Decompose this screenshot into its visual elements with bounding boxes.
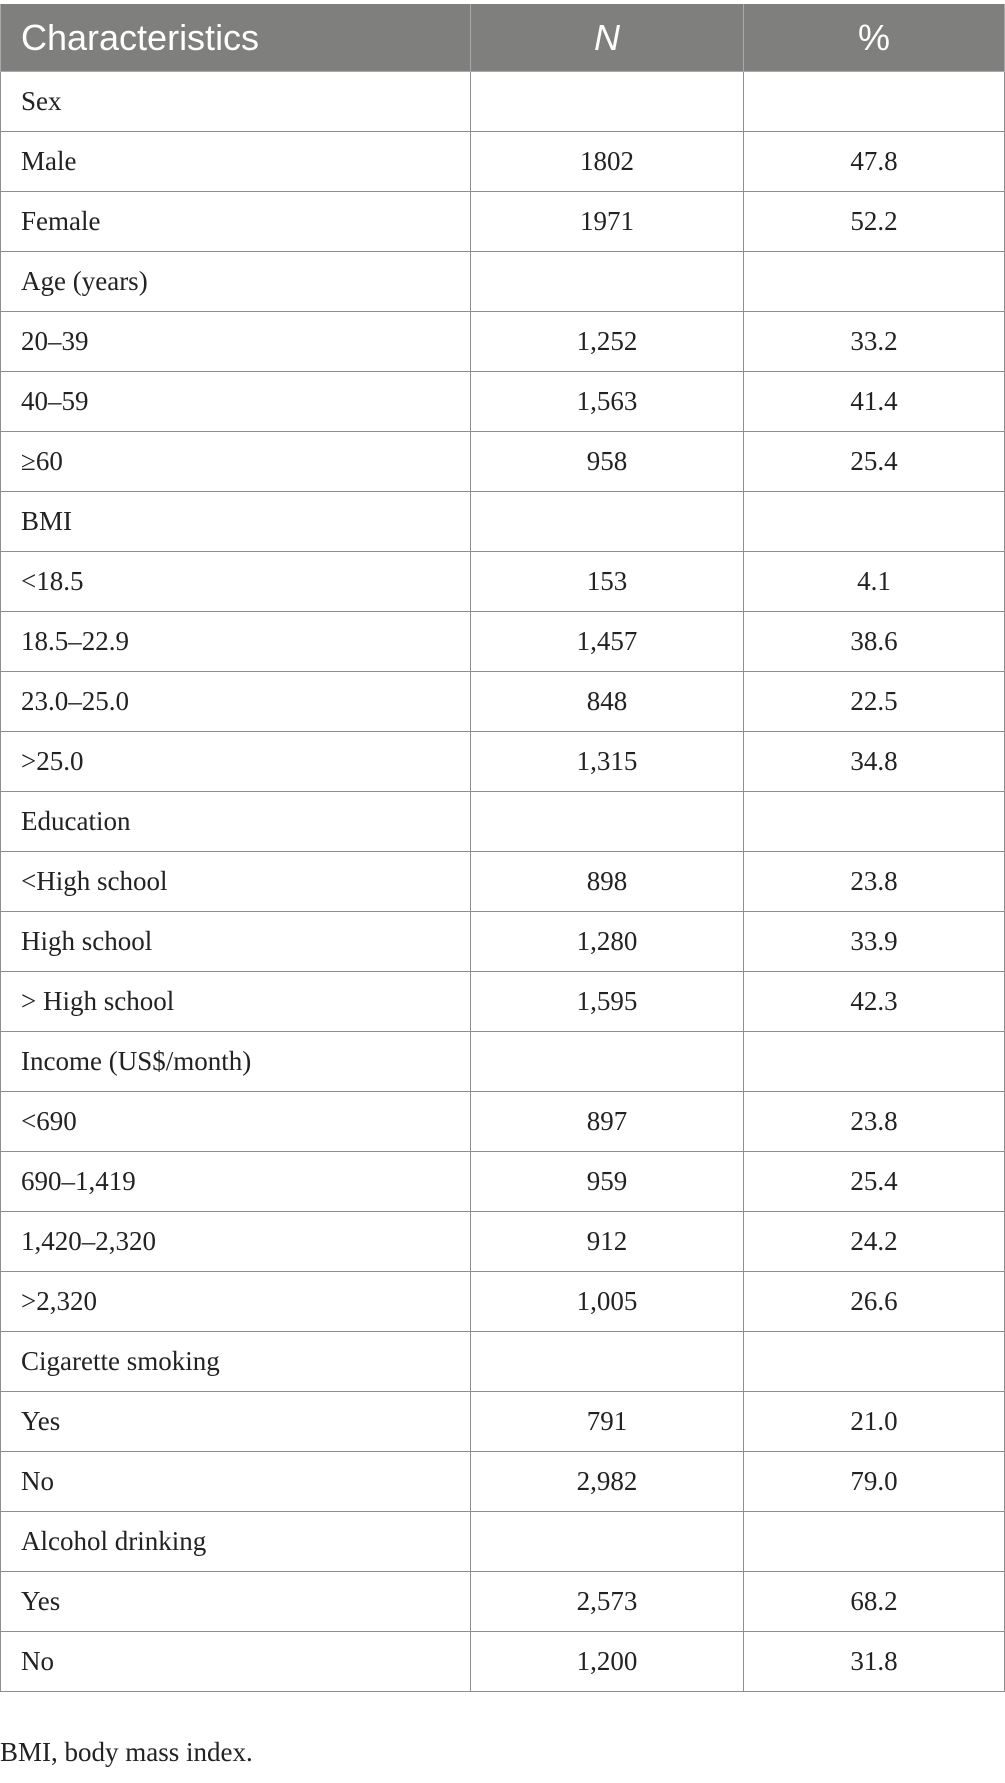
row-label-cell: 690–1,419 [1, 1152, 471, 1212]
row-label-cell: Yes [1, 1572, 471, 1632]
table-row [1, 132, 1005, 192]
table-row [1, 72, 1005, 132]
row-percent-cell: 23.8 [744, 852, 1005, 912]
row-label-cell: 18.5–22.9 [1, 612, 471, 672]
row-percent-cell [744, 1332, 1005, 1392]
row-label-cell: Sex [1, 72, 471, 132]
table-row [1, 312, 1005, 372]
row-label-cell: <High school [1, 852, 471, 912]
row-n-cell [471, 492, 744, 552]
row-percent-cell: 24.2 [744, 1212, 1005, 1272]
row-n-cell: 2,573 [471, 1572, 744, 1632]
row-percent-cell [744, 792, 1005, 852]
table-row [1, 1332, 1005, 1392]
table-row [1, 1512, 1005, 1572]
table-row [1, 972, 1005, 1032]
table-row [1, 1452, 1005, 1512]
table-row [1, 792, 1005, 852]
row-label-cell: Yes [1, 1392, 471, 1452]
table-row [1, 1152, 1005, 1212]
row-n-cell: 898 [471, 852, 744, 912]
row-label-cell: 40–59 [1, 372, 471, 432]
table-row [1, 912, 1005, 972]
table-row [1, 1032, 1005, 1092]
row-label-cell: High school [1, 912, 471, 972]
row-n-cell [471, 1512, 744, 1572]
row-percent-cell [744, 252, 1005, 312]
table-row [1, 612, 1005, 672]
row-n-cell: 958 [471, 432, 744, 492]
row-percent-cell: 25.4 [744, 1152, 1005, 1212]
row-label-cell: ≥60 [1, 432, 471, 492]
row-n-cell: 1,457 [471, 612, 744, 672]
row-label-cell: Education [1, 792, 471, 852]
row-n-cell: 1971 [471, 192, 744, 252]
row-n-cell: 153 [471, 552, 744, 612]
row-percent-cell: 38.6 [744, 612, 1005, 672]
row-label-cell: >25.0 [1, 732, 471, 792]
header-row [1, 4, 1005, 72]
row-label-cell: 23.0–25.0 [1, 672, 471, 732]
row-n-cell: 1802 [471, 132, 744, 192]
row-n-cell: 848 [471, 672, 744, 732]
table-row [1, 1572, 1005, 1632]
row-label-cell: <690 [1, 1092, 471, 1152]
row-n-cell [471, 72, 744, 132]
row-percent-cell: 42.3 [744, 972, 1005, 1032]
row-label-cell: 20–39 [1, 312, 471, 372]
row-percent-cell: 34.8 [744, 732, 1005, 792]
table-row [1, 852, 1005, 912]
table-row [1, 1632, 1005, 1692]
table-row [1, 1272, 1005, 1332]
table-row [1, 732, 1005, 792]
row-n-cell: 1,005 [471, 1272, 744, 1332]
row-n-cell: 1,252 [471, 312, 744, 372]
row-percent-cell: 33.2 [744, 312, 1005, 372]
row-percent-cell: 26.6 [744, 1272, 1005, 1332]
row-percent-cell: 41.4 [744, 372, 1005, 432]
table-row [1, 1212, 1005, 1272]
row-percent-cell: 68.2 [744, 1572, 1005, 1632]
row-percent-cell: 31.8 [744, 1632, 1005, 1692]
row-n-cell [471, 792, 744, 852]
row-n-cell [471, 1032, 744, 1092]
row-label-cell: >2,320 [1, 1272, 471, 1332]
row-percent-cell: 23.8 [744, 1092, 1005, 1152]
header-n: N [471, 4, 744, 72]
row-label-cell: 1,420–2,320 [1, 1212, 471, 1272]
row-n-cell [471, 1332, 744, 1392]
row-percent-cell [744, 1032, 1005, 1092]
row-percent-cell: 33.9 [744, 912, 1005, 972]
table-row [1, 252, 1005, 312]
row-label-cell: Cigarette smoking [1, 1332, 471, 1392]
table-row [1, 432, 1005, 492]
table-footnote: BMI, body mass index. [0, 1737, 253, 1767]
row-n-cell: 2,982 [471, 1452, 744, 1512]
table-header [1, 4, 1005, 72]
row-n-cell: 1,315 [471, 732, 744, 792]
header-percent: % [744, 4, 1005, 72]
row-n-cell: 791 [471, 1392, 744, 1452]
row-percent-cell: 4.1 [744, 552, 1005, 612]
row-label-cell: Income (US$/month) [1, 1032, 471, 1092]
row-n-cell: 1,595 [471, 972, 744, 1032]
row-percent-cell: 47.8 [744, 132, 1005, 192]
row-label-cell: Female [1, 192, 471, 252]
table-row [1, 492, 1005, 552]
row-label-cell: Alcohol drinking [1, 1512, 471, 1572]
row-percent-cell [744, 492, 1005, 552]
row-percent-cell: 22.5 [744, 672, 1005, 732]
table-row [1, 552, 1005, 612]
row-n-cell: 1,200 [471, 1632, 744, 1692]
table-body [1, 72, 1005, 1692]
characteristics-table [0, 4, 1005, 1692]
row-n-cell: 1,280 [471, 912, 744, 972]
row-n-cell: 1,563 [471, 372, 744, 432]
table-row [1, 1392, 1005, 1452]
table-row [1, 672, 1005, 732]
row-label-cell: > High school [1, 972, 471, 1032]
table-row [1, 192, 1005, 252]
table-row [1, 372, 1005, 432]
row-n-cell: 959 [471, 1152, 744, 1212]
row-label-cell: BMI [1, 492, 471, 552]
row-label-cell: Age (years) [1, 252, 471, 312]
row-percent-cell [744, 72, 1005, 132]
header-characteristics: Characteristics [1, 4, 471, 72]
row-percent-cell: 52.2 [744, 192, 1005, 252]
row-n-cell [471, 252, 744, 312]
row-n-cell: 897 [471, 1092, 744, 1152]
row-percent-cell: 25.4 [744, 432, 1005, 492]
row-label-cell: No [1, 1452, 471, 1512]
characteristics-table-container [0, 4, 1004, 1692]
row-label-cell: No [1, 1632, 471, 1692]
row-label-cell: Male [1, 132, 471, 192]
row-percent-cell: 79.0 [744, 1452, 1005, 1512]
table-row [1, 1092, 1005, 1152]
row-label-cell: <18.5 [1, 552, 471, 612]
row-percent-cell [744, 1512, 1005, 1572]
row-n-cell: 912 [471, 1212, 744, 1272]
row-percent-cell: 21.0 [744, 1392, 1005, 1452]
